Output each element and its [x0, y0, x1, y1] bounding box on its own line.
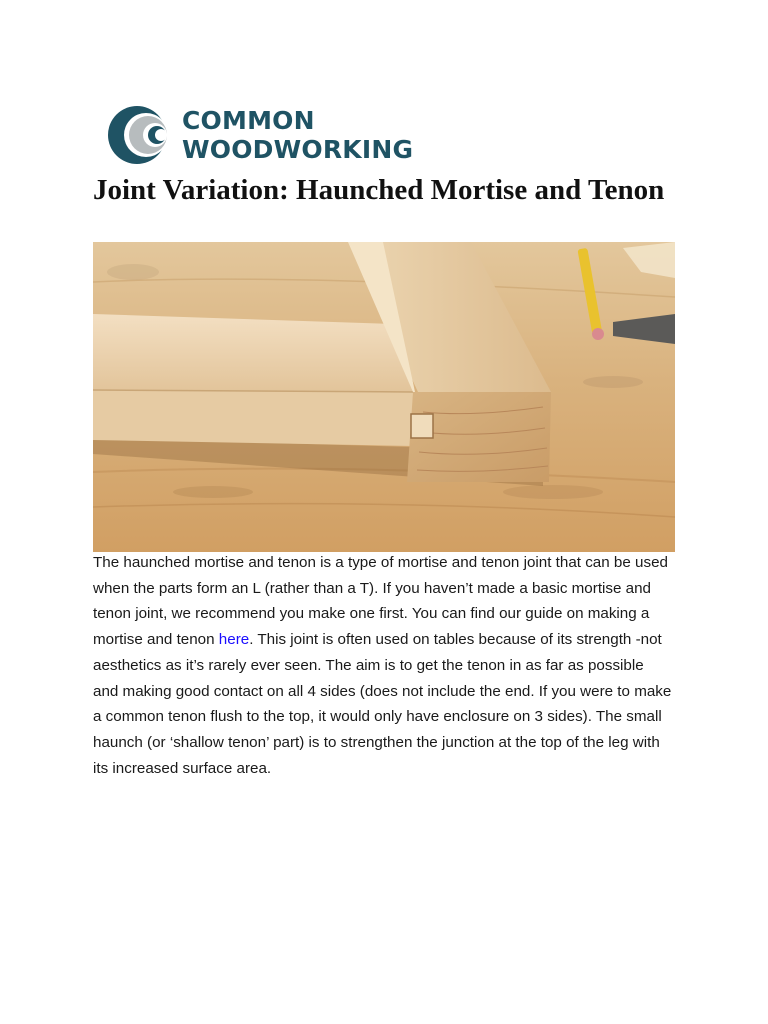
article-body: [93, 550, 673, 781]
body-text-intro: The haunched mortise and tenon is a type of mortise and tenon joint that can be used when the parts form an L (rather than a T). If you haven’t made a basic mortise and tenon joint, we recommend you make one first. You can find our guide on making a mortise and tenon: [93, 554, 668, 649]
logo-mark-icon: [106, 104, 172, 166]
article-title: Joint Variation: Haunched Mortise and Tenon: [93, 174, 665, 206]
body-text-rest: . This joint is often used on tables because of its strength -not aesthetics as it’s rarely ever seen. The aim is to get the tenon in as far as possible and making good contact on all 4 sides (does not include the end. If you were to make a common tenon flush to the top, it would only have enclosure on 3 sides). The small haunch (or ‘shallow tenon’ part) is to strengthen the junction at the top of the leg with its increased surface area.: [93, 631, 672, 777]
brand-wordmark: [182, 106, 413, 164]
brand-line-2: WOODWORKING: [182, 135, 414, 164]
brand-logo[interactable]: [106, 104, 413, 166]
article-photo: [93, 242, 675, 552]
guide-link[interactable]: here: [218, 631, 250, 649]
brand-line-1: COMMON: [182, 106, 315, 135]
